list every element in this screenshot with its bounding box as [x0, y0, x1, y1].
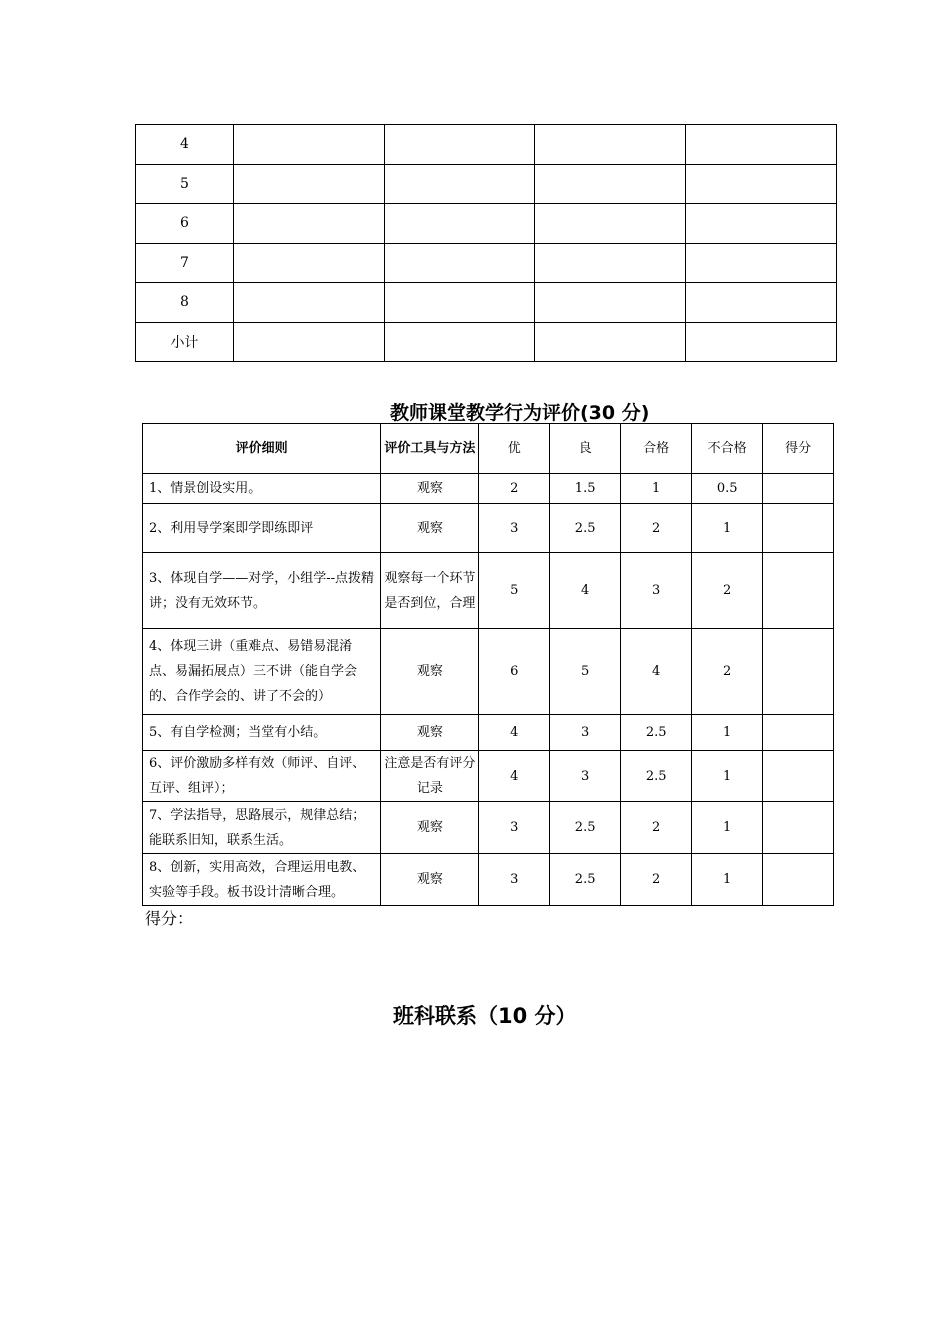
tool-cell: 观察 [381, 854, 479, 906]
eval-table-title: 教师课堂教学行为评价(30 分) [390, 402, 650, 424]
table-row [136, 283, 837, 323]
excellent-cell: 3 [479, 504, 550, 553]
empty-cell [384, 164, 535, 204]
good-cell: 1.5 [550, 474, 621, 504]
tool-cell: 观察 [381, 802, 479, 854]
header-tool-method: 评价工具与方法 [381, 424, 479, 474]
tool-cell: 观察每一个环节是否到位，合理 [381, 553, 479, 629]
row-label: 5 [136, 164, 234, 204]
score-cell [763, 854, 834, 906]
tool-cell: 观察 [381, 504, 479, 553]
empty-cell [384, 322, 535, 362]
table-row [143, 854, 834, 906]
row-label: 8 [136, 283, 234, 323]
good-cell: 2.5 [550, 854, 621, 906]
criteria-cell: 7、学法指导，思路展示，规律总结；能联系旧知，联系生活。 [143, 802, 381, 854]
empty-cell [233, 283, 384, 323]
table-row [136, 125, 837, 165]
good-cell: 2.5 [550, 504, 621, 553]
header-good: 良 [550, 424, 621, 474]
good-cell: 3 [550, 751, 621, 802]
criteria-cell: 2、利用导学案即学即练即评 [143, 504, 381, 553]
row-label: 7 [136, 243, 234, 283]
fail-cell: 1 [692, 802, 763, 854]
table-row [136, 204, 837, 244]
fail-cell: 1 [692, 854, 763, 906]
excellent-cell: 4 [479, 751, 550, 802]
teaching-evaluation-table [142, 423, 834, 906]
section-title: 班科联系（10 分） [393, 1004, 577, 1028]
empty-cell [535, 164, 686, 204]
fail-cell: 1 [692, 751, 763, 802]
empty-cell [686, 283, 837, 323]
excellent-cell: 4 [479, 715, 550, 751]
excellent-cell: 3 [479, 854, 550, 906]
empty-cell [686, 322, 837, 362]
empty-cell [535, 204, 686, 244]
good-cell: 3 [550, 715, 621, 751]
excellent-cell: 3 [479, 802, 550, 854]
table-row [143, 504, 834, 553]
criteria-cell: 4、体现三讲（重难点、易错易混淆点、易漏拓展点）三不讲（能自学会的、合作学会的、讲了不会的） [143, 629, 381, 715]
pass-cell: 2.5 [621, 751, 692, 802]
pass-cell: 1 [621, 474, 692, 504]
empty-cell [384, 125, 535, 165]
good-cell: 5 [550, 629, 621, 715]
tool-cell: 注意是否有评分记录 [381, 751, 479, 802]
row-label: 6 [136, 204, 234, 244]
eval-header-row [143, 424, 834, 474]
fail-cell: 2 [692, 629, 763, 715]
score-cell [763, 504, 834, 553]
excellent-cell: 2 [479, 474, 550, 504]
score-cell [763, 553, 834, 629]
table-row [143, 751, 834, 802]
tool-cell: 观察 [381, 629, 479, 715]
empty-cell [384, 283, 535, 323]
empty-cell [686, 243, 837, 283]
pass-cell: 2 [621, 854, 692, 906]
empty-cell [233, 243, 384, 283]
top-score-table [135, 124, 837, 362]
criteria-cell: 3、体现自学——对学，小组学--点拨精讲；没有无效环节。 [143, 553, 381, 629]
pass-cell: 2 [621, 802, 692, 854]
pass-cell: 2.5 [621, 715, 692, 751]
criteria-cell: 8、创新，实用高效，合理运用电教、实验等手段。板书设计清晰合理。 [143, 854, 381, 906]
empty-cell [233, 125, 384, 165]
fail-cell: 2 [692, 553, 763, 629]
tool-cell: 观察 [381, 715, 479, 751]
pass-cell: 2 [621, 504, 692, 553]
empty-cell [686, 125, 837, 165]
table-row [136, 322, 837, 362]
empty-cell [233, 164, 384, 204]
empty-cell [384, 243, 535, 283]
tool-cell: 观察 [381, 474, 479, 504]
header-criteria: 评价细则 [143, 424, 381, 474]
score-cell [763, 802, 834, 854]
fail-cell: 1 [692, 504, 763, 553]
empty-cell [686, 164, 837, 204]
good-cell: 4 [550, 553, 621, 629]
fail-cell: 0.5 [692, 474, 763, 504]
empty-cell [384, 204, 535, 244]
table-row [143, 553, 834, 629]
empty-cell [535, 243, 686, 283]
row-label: 小计 [136, 322, 234, 362]
table-row [143, 629, 834, 715]
excellent-cell: 6 [479, 629, 550, 715]
table-row [143, 802, 834, 854]
table-row [136, 164, 837, 204]
criteria-cell: 6、评价激励多样有效（师评、自评、互评、组评）； [143, 751, 381, 802]
score-cell [763, 715, 834, 751]
score-cell [763, 474, 834, 504]
criteria-cell: 5、有自学检测；当堂有小结。 [143, 715, 381, 751]
fail-cell: 1 [692, 715, 763, 751]
header-fail: 不合格 [692, 424, 763, 474]
table-row [143, 474, 834, 504]
empty-cell [233, 204, 384, 244]
empty-cell [535, 322, 686, 362]
pass-cell: 3 [621, 553, 692, 629]
excellent-cell: 5 [479, 553, 550, 629]
good-cell: 2.5 [550, 802, 621, 854]
criteria-cell: 1、情景创设实用。 [143, 474, 381, 504]
score-cell [763, 751, 834, 802]
pass-cell: 4 [621, 629, 692, 715]
table-row [143, 715, 834, 751]
score-label: 得分： [145, 909, 194, 928]
table-row [136, 243, 837, 283]
score-cell [763, 629, 834, 715]
header-excellent: 优 [479, 424, 550, 474]
empty-cell [535, 283, 686, 323]
empty-cell [233, 322, 384, 362]
empty-cell [535, 125, 686, 165]
empty-cell [686, 204, 837, 244]
header-score: 得分 [763, 424, 834, 474]
row-label: 4 [136, 125, 234, 165]
header-pass: 合格 [621, 424, 692, 474]
